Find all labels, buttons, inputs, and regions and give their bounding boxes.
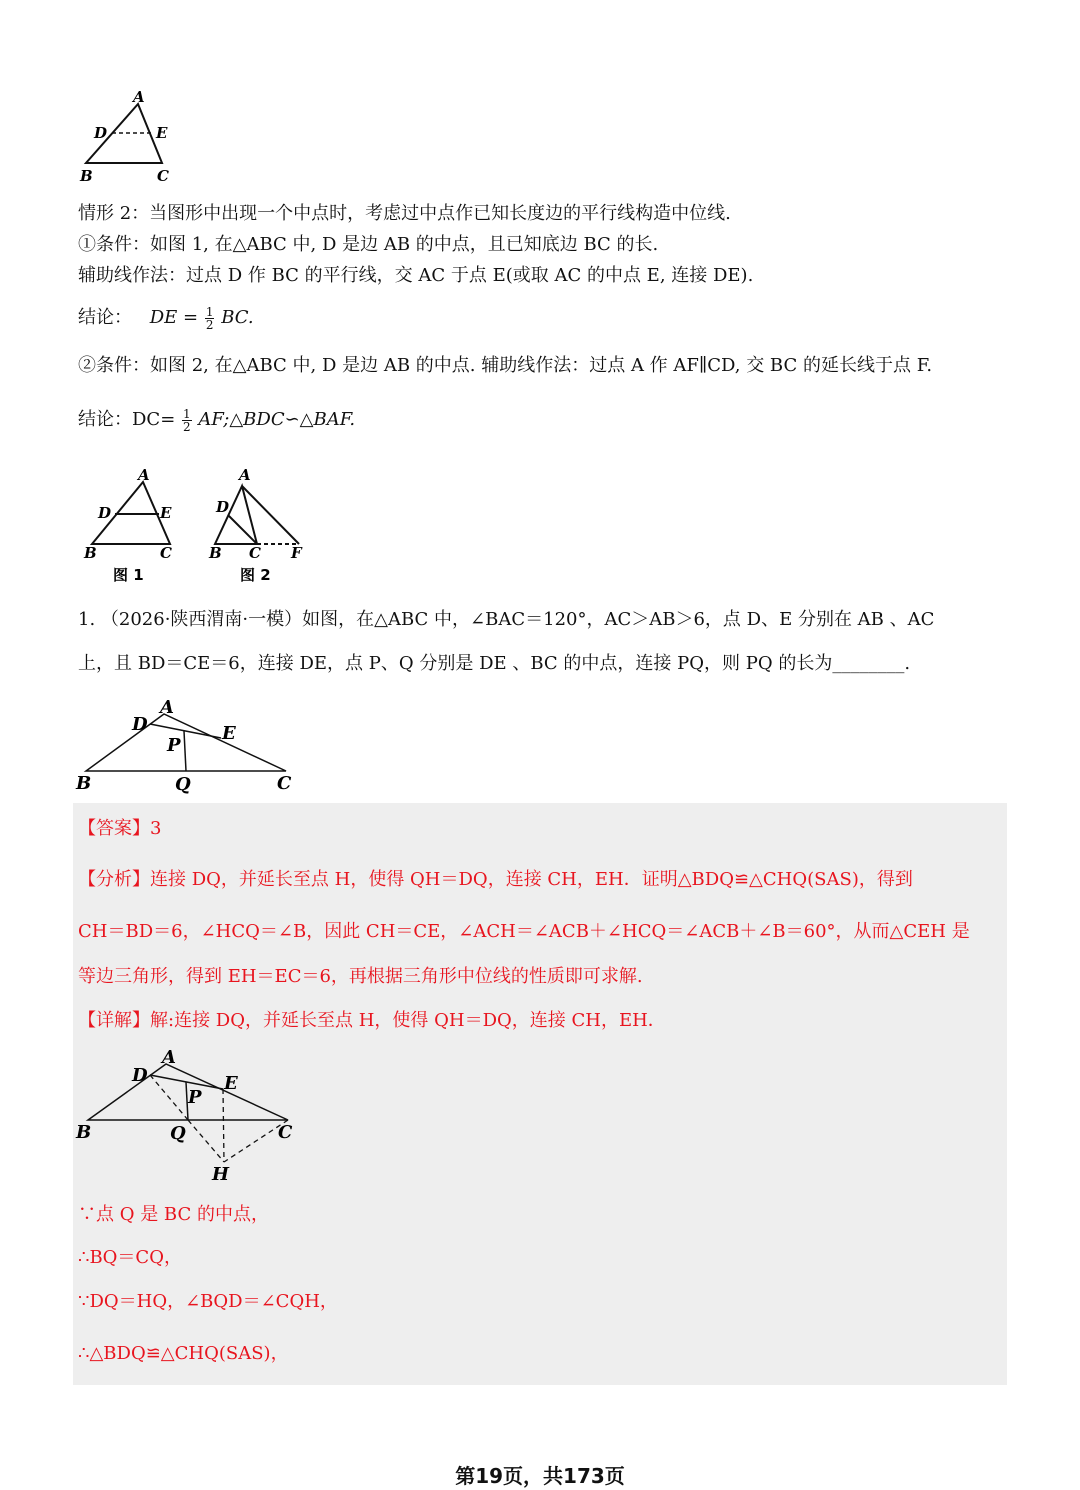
fig2-label-A: A (239, 466, 251, 484)
fraction-half: $\frac{1}{2}$ (205, 304, 214, 332)
analysis-tag: 【分析】 (78, 869, 150, 890)
det-label-Q: Q (170, 1123, 186, 1144)
det-label-D: D (132, 1065, 148, 1086)
det-label-A: A (162, 1047, 176, 1068)
detail-text-1: 解:连接 DQ，并延长至点 H，使得 QH＝DQ，连接 CH，EH． (150, 1010, 666, 1031)
det-label-P: P (188, 1087, 202, 1108)
label-C: C (157, 167, 169, 185)
answer-tag: 【答案】 (78, 818, 150, 839)
detail-figure (74, 1044, 304, 1189)
case2-title: 情形 2：当图形中出现一个中点时，考虑过中点作已知长度边的平行线构造中位线. (78, 203, 731, 224)
prob-label-C: C (277, 773, 292, 794)
problem-line-2: 上，且 BD＝CE＝6，连接 DE，点 P、Q 分别是 DE 、BC 的中点，连接 PQ，则 PQ 的长为________. (78, 653, 911, 674)
fraction-half-2: $\frac{1}{2}$ (183, 406, 191, 434)
label-B: B (80, 167, 93, 185)
answer-value: 3 (150, 818, 162, 839)
top-triangle-figure (78, 88, 188, 188)
prob-label-E: E (222, 723, 236, 744)
analysis-line-3: 等边三角形，得到 EH＝EC＝6，再根据三角形中位线的性质即可求解. (78, 966, 643, 987)
analysis-line-1 (78, 867, 1040, 893)
det-label-H: H (212, 1164, 230, 1185)
det-label-E: E (224, 1073, 238, 1094)
figure-2 (205, 462, 315, 587)
conclusion2-prefix: 结论：DC= (78, 409, 176, 430)
prob-label-P: P (167, 735, 181, 756)
prob-label-D: D (132, 714, 148, 735)
conclusion-prefix: 结论： (78, 307, 132, 328)
label-E: E (156, 124, 168, 142)
det-label-C: C (278, 1122, 293, 1143)
conclusion-lhs: DE = (149, 307, 199, 328)
prob-label-A: A (160, 697, 174, 718)
detail-tag: 【详解】 (78, 1010, 150, 1031)
detail-line-1 (78, 1008, 1040, 1034)
fig2-label-C: C (249, 544, 261, 562)
fig2-label-B: B (209, 544, 222, 562)
fig2-label-D: D (216, 498, 230, 516)
label-D: D (94, 124, 108, 142)
figure-1 (80, 462, 190, 587)
prob-label-B: B (76, 773, 92, 794)
fig1-caption: 图 1 (113, 566, 144, 584)
detail-step-2: ∴BQ＝CQ， (78, 1247, 182, 1268)
case2-conclusion-1 (78, 305, 1040, 331)
fig1-label-C: C (160, 544, 172, 562)
detail-step-1: ∵点 Q 是 BC 的中点， (78, 1204, 269, 1225)
page-footer: 第19页，共173页 (455, 1464, 625, 1488)
conclusion2-rhs: AF;△BDC∽△BAF. (198, 409, 356, 430)
analysis-line-2: CH＝BD＝6，∠HCQ＝∠B，因此 CH＝CE，∠ACH＝∠ACB＋∠HCQ＝∠ACB＋∠B＝60°，从而△CEH 是 (78, 921, 970, 942)
case2-condition-1: ①条件：如图 1, 在△ABC 中, D 是边 AB 的中点，且已知底边 BC 的长. (78, 234, 659, 255)
problem-line-1: 1. （2026·陕西渭南·一模）如图，在△ABC 中，∠BAC＝120°，AC＞AB＞6，点 D、E 分别在 AB 、AC (78, 609, 935, 630)
detail-step-3: ∵DQ＝HQ，∠BQD＝∠CQH， (78, 1291, 338, 1312)
fig1-label-B: B (84, 544, 97, 562)
case2-conclusion-2 (78, 407, 1040, 433)
analysis-text-1: 连接 DQ，并延长至点 H，使得 QH＝DQ，连接 CH，EH．证明△BDQ≌△CHQ(SAS)，得到 (150, 869, 913, 890)
problem-figure (74, 694, 304, 799)
case2-aux-line: 辅助线作法：过点 D 作 BC 的平行线，交 AC 于点 E(或取 AC 的中点 E, 连接 DE). (78, 265, 754, 286)
fig2-caption: 图 2 (240, 566, 271, 584)
answer-line (78, 816, 1040, 842)
fig1-label-E: E (160, 504, 172, 522)
prob-label-Q: Q (175, 774, 191, 795)
det-label-B: B (76, 1122, 92, 1143)
detail-step-4: ∴△BDQ≌△CHQ(SAS)， (78, 1343, 289, 1364)
fig1-label-A: A (138, 466, 150, 484)
fig1-label-D: D (98, 504, 112, 522)
label-A: A (133, 88, 145, 106)
case2-condition-2: ②条件：如图 2, 在△ABC 中, D 是边 AB 的中点. 辅助线作法：过点 A 作 AF∥CD, 交 BC 的延长线于点 F. (78, 355, 933, 376)
conclusion-rhs: BC. (221, 307, 254, 328)
fig2-label-F: F (291, 544, 302, 562)
